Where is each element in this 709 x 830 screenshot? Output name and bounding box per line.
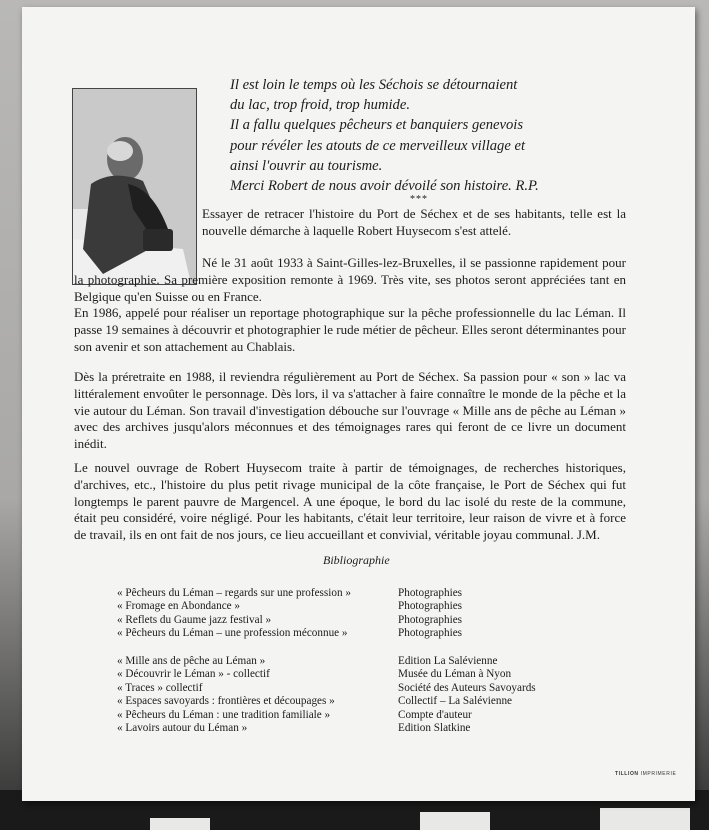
bibliography-titles-group1 — [117, 587, 351, 641]
paragraph-biography: Né le 31 août 1933 à Saint-Gilles-lez-Bruxelles, il se passionne rapidement pour la photographie. Sa première exposition remonte à 1969. Très vite, ses photos seront appréciées tant en Belgique qu'en Suisse ou en France. — [74, 255, 626, 304]
bibliography-item-title: « Pêcheurs du Léman : une tradition familiale » — [117, 708, 331, 721]
floor-tile — [600, 808, 690, 830]
bibliography-types-group2 — [398, 655, 536, 735]
quote-line: Il est loin le temps où les Séchois se détournaient — [230, 77, 518, 93]
bibliography-item-type: Musée du Léman à Nyon — [398, 668, 512, 681]
bibliography-item-type: Edition Slatkine — [398, 722, 471, 735]
bibliography-item-type: Edition La Salévienne — [398, 655, 498, 667]
bibliography-item-title: « Reflets du Gaume jazz festival » — [117, 613, 272, 626]
printer-name: TILLION — [615, 771, 639, 777]
quote-line: Il a fallu quelques pêcheurs et banquiers genevois — [230, 117, 524, 134]
bibliography-item-type: Photographies — [398, 587, 463, 599]
quote-line: Merci Robert de nous avoir dévoilé son histoire. R.P. — [230, 178, 539, 195]
quote-line: du lac, trop froid, trop humide. — [230, 97, 410, 114]
paragraph-intro: Essayer de retracer l'histoire du Port de Séchex et de ses habitants, telle est la nouvelle démarche à laquelle Robert Huysecom s'est attelé. — [202, 206, 626, 238]
paragraph-retirement: Dès la préretraite en 1988, il reviendra régulièrement au Port de Séchex. Sa passion pour « son » lac va littéralement envoûter le personnage. Dès lors, il va s'attacher à faire connaître le monde de la pêche et la vie autour du Léman. Son travail d'investigation débouche sur l'ouvrage « Mille ans de pêche au Léman » avec des archives jusqu'alors méconnues et des témoignages rares qui feront de ce livre un document inédit. — [74, 369, 626, 452]
paragraph-1986: En 1986, appelé pour réaliser un reportage photographique sur la pêche professionnelle du lac Léman. Il passe 19 semaines à découvrir et photographier le rude métier de pêcheur. Elles seront déterminantes pour son avenir et son attachement au Chablais. — [74, 305, 626, 354]
epigraph-quote — [230, 75, 660, 196]
bibliography-item-title: « Découvrir le Léman » - collectif — [117, 668, 270, 681]
bibliography-item-title: « Pêcheurs du Léman – une profession méconnue » — [117, 627, 348, 640]
separator-stars: *** — [410, 194, 428, 205]
bibliography-item-title: « Pêcheurs du Léman – regards sur une profession » — [117, 587, 351, 599]
bibliography-item-type: Compte d'auteur — [398, 708, 472, 721]
printer-imprint — [615, 771, 676, 777]
book-back-cover — [22, 7, 695, 801]
floor-tile — [150, 818, 210, 830]
bibliography-item-title: « Espaces savoyards : frontières et découpages » — [117, 695, 335, 708]
printer-suffix: IMPRIMERIE — [640, 771, 677, 777]
bibliography-item-title: « Traces » collectif — [117, 681, 203, 694]
bibliography-item-title: « Fromage en Abondance » — [117, 600, 241, 613]
bibliography-item-type: Société des Auteurs Savoyards — [398, 681, 536, 694]
paragraph-new-book: Le nouvel ouvrage de Robert Huysecom traite à partir de témoignages, de recherches historiques, d'archives, etc., l'histoire du plus petit rivage municipal de la côte française, le Port de Séchex qui fut longtemps le parent pauvre de Margencel. A une époque, le bord du lac isolé du reste de la commune, était peu considéré, voire négligé. Pour les habitants, c'était leur territoire, leur raison de vivre et à force de travail, ils en ont fait de nos jours, ce lieu accueillant et convivial, véritable joyau communal. J.M. — [74, 460, 626, 543]
bibliography-titles-group2 — [117, 655, 335, 735]
quote-line: pour révéler les atouts de ce merveilleux village et — [230, 137, 526, 154]
bibliography-item-type: Photographies — [398, 627, 463, 640]
bibliography-item-type: Collectif – La Salévienne — [398, 695, 513, 708]
bibliography-item-title: « Lavoirs autour du Léman » — [117, 722, 248, 735]
bibliography-item-type: Photographies — [398, 600, 463, 613]
bibliography-item-title: « Mille ans de pêche au Léman » — [117, 655, 266, 667]
quote-line: ainsi l'ouvrir au tourisme. — [230, 157, 383, 174]
floor-tile — [420, 812, 490, 830]
bibliography-heading: Bibliographie — [323, 553, 390, 567]
bibliography-types-group1 — [398, 587, 462, 641]
bibliography-item-type: Photographies — [398, 613, 463, 626]
